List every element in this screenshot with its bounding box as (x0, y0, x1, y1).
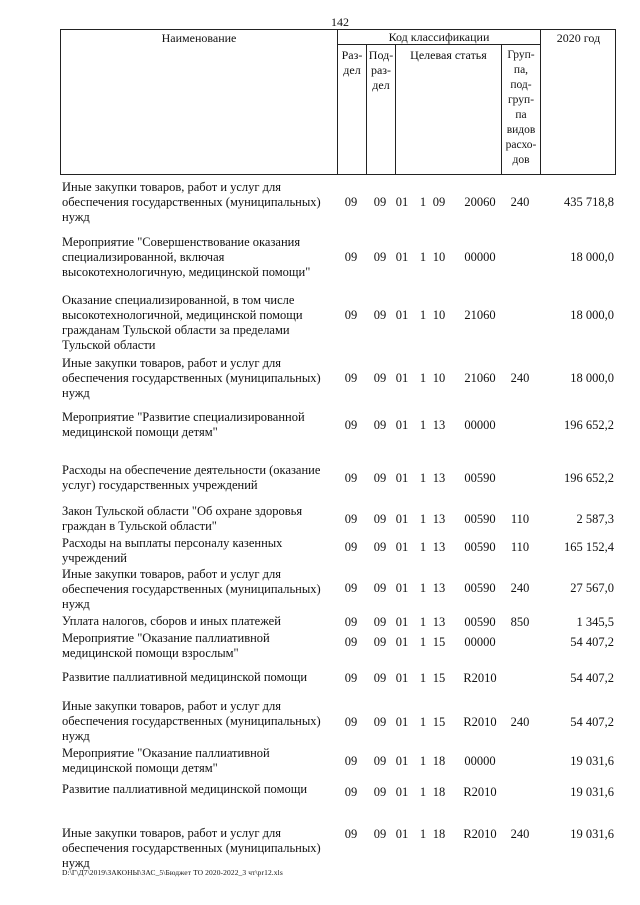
code-event: 13 (432, 418, 446, 432)
code-subprogram: 1 (419, 754, 427, 768)
code-section: 09 (344, 581, 358, 595)
code-program: 01 (395, 615, 409, 629)
code-event: 15 (432, 671, 446, 685)
code-program: 01 (395, 540, 409, 554)
code-direction: 20060 (464, 195, 496, 209)
row-name: Иные закупки товаров, работ и услуг для обеспечения государственных (муниципальных) нужд (62, 826, 321, 870)
code-direction: 00000 (464, 250, 496, 264)
row-name: Иные закупки товаров, работ и услуг для обеспечения государственных (муниципальных) нужд (62, 567, 321, 611)
code-expense-group: 240 (510, 195, 530, 209)
code-section: 09 (344, 308, 358, 322)
table-header (60, 29, 616, 175)
code-section: 09 (344, 471, 358, 485)
code-section: 09 (344, 540, 358, 554)
code-subprogram: 1 (419, 195, 427, 209)
code-program: 01 (395, 581, 409, 595)
code-subprogram: 1 (419, 471, 427, 485)
code-expense-group: 240 (510, 827, 530, 841)
code-event: 15 (432, 635, 446, 649)
code-program: 01 (395, 512, 409, 526)
row-name: Уплата налогов, сборов и иных платежей (62, 614, 281, 628)
row-name: Оказание специализированной, в том числе высокотехнологичной, медицинской помощи гражданам Тульской области за пределами Тульской области (62, 293, 303, 352)
amount-2020: 1 345,5 (576, 615, 614, 629)
code-direction: 00000 (464, 754, 496, 768)
code-direction: R2010 (463, 715, 497, 729)
code-program: 01 (395, 250, 409, 264)
code-direction: R2010 (463, 827, 497, 841)
amount-2020: 19 031,6 (570, 754, 614, 768)
code-program: 01 (395, 754, 409, 768)
code-direction: 00590 (464, 581, 496, 595)
row-name: Мероприятие "Оказание паллиативной медицинской помощи детям" (62, 746, 270, 775)
code-section: 09 (344, 754, 358, 768)
code-event: 18 (432, 827, 446, 841)
amount-2020: 19 031,6 (570, 785, 614, 799)
code-event: 13 (432, 581, 446, 595)
code-expense-group: 240 (510, 581, 530, 595)
amount-2020: 54 407,2 (570, 635, 614, 649)
row-name: Расходы на выплаты персоналу казенных учреждений (62, 536, 283, 565)
code-subprogram: 1 (419, 785, 427, 799)
code-subprogram: 1 (419, 308, 427, 322)
code-subprogram: 1 (419, 250, 427, 264)
code-direction: R2010 (463, 785, 497, 799)
code-subsection: 09 (373, 308, 387, 322)
code-direction: 00590 (464, 615, 496, 629)
code-program: 01 (395, 195, 409, 209)
code-program: 01 (395, 671, 409, 685)
code-subprogram: 1 (419, 512, 427, 526)
amount-2020: 54 407,2 (570, 715, 614, 729)
code-subsection: 09 (373, 250, 387, 264)
amount-2020: 435 718,8 (564, 195, 614, 209)
code-section: 09 (344, 195, 358, 209)
code-subprogram: 1 (419, 827, 427, 841)
code-section: 09 (344, 250, 358, 264)
amount-2020: 19 031,6 (570, 827, 614, 841)
header-subsection: Под- раз- дел (368, 48, 394, 92)
code-direction: 00000 (464, 418, 496, 432)
code-subsection: 09 (373, 635, 387, 649)
code-section: 09 (344, 615, 358, 629)
code-expense-group: 850 (510, 615, 530, 629)
footer-file-path: D:\Г\Д7\2019\ЗАКОНЫ\ЗАС_5\Бюджет ТО 2020-2022_3 чт\pr12.xls (62, 868, 283, 877)
code-direction: 21060 (464, 308, 496, 322)
header-section: Раз- дел (341, 48, 363, 77)
code-expense-group: 110 (510, 512, 530, 526)
code-program: 01 (395, 418, 409, 432)
code-event: 18 (432, 754, 446, 768)
amount-2020: 165 152,4 (564, 540, 614, 554)
code-subprogram: 1 (419, 371, 427, 385)
code-subsection: 09 (373, 785, 387, 799)
code-subsection: 09 (373, 471, 387, 485)
row-name: Закон Тульской области "Об охране здоровья граждан в Тульской области" (62, 504, 303, 533)
code-subsection: 09 (373, 371, 387, 385)
code-subsection: 09 (373, 754, 387, 768)
header-name: Наименование (161, 31, 237, 45)
code-section: 09 (344, 715, 358, 729)
amount-2020: 196 652,2 (564, 471, 614, 485)
code-subsection: 09 (373, 715, 387, 729)
code-direction: 00590 (464, 540, 496, 554)
code-event: 13 (432, 471, 446, 485)
header-target: Целевая статья (410, 48, 487, 62)
code-direction: 00000 (464, 635, 496, 649)
row-name: Иные закупки товаров, работ и услуг для обеспечения государственных (муниципальных) нужд (62, 699, 321, 743)
code-section: 09 (344, 512, 358, 526)
code-subprogram: 1 (419, 581, 427, 595)
code-event: 10 (432, 371, 446, 385)
code-section: 09 (344, 371, 358, 385)
code-event: 10 (432, 308, 446, 322)
code-program: 01 (395, 827, 409, 841)
code-subprogram: 1 (419, 615, 427, 629)
header-year: 2020 год (556, 31, 601, 45)
code-subsection: 09 (373, 827, 387, 841)
amount-2020: 18 000,0 (570, 308, 614, 322)
code-direction: R2010 (463, 671, 497, 685)
code-program: 01 (395, 785, 409, 799)
amount-2020: 18 000,0 (570, 250, 614, 264)
amount-2020: 27 567,0 (570, 581, 614, 595)
code-program: 01 (395, 371, 409, 385)
code-program: 01 (395, 471, 409, 485)
amount-2020: 196 652,2 (564, 418, 614, 432)
code-subsection: 09 (373, 418, 387, 432)
code-section: 09 (344, 785, 358, 799)
code-direction: 00590 (464, 471, 496, 485)
code-event: 13 (432, 512, 446, 526)
code-expense-group: 240 (510, 715, 530, 729)
header-code-group: Код классификации (388, 30, 490, 44)
code-section: 09 (344, 635, 358, 649)
row-name: Иные закупки товаров, работ и услуг для обеспечения государственных (муниципальных) нужд (62, 356, 321, 400)
code-expense-group: 110 (510, 540, 530, 554)
code-subsection: 09 (373, 615, 387, 629)
code-subsection: 09 (373, 195, 387, 209)
row-name: Мероприятие "Оказание паллиативной медицинской помощи взрослым" (62, 631, 270, 660)
code-program: 01 (395, 308, 409, 322)
code-expense-group: 240 (510, 371, 530, 385)
code-event: 10 (432, 250, 446, 264)
code-event: 15 (432, 715, 446, 729)
code-program: 01 (395, 715, 409, 729)
row-name: Развитие паллиативной медицинской помощи (62, 670, 308, 684)
row-name: Развитие паллиативной медицинской помощи (62, 782, 308, 796)
amount-2020: 2 587,3 (576, 512, 614, 526)
code-section: 09 (344, 671, 358, 685)
code-subsection: 09 (373, 512, 387, 526)
code-subprogram: 1 (419, 540, 427, 554)
code-event: 09 (432, 195, 446, 209)
amount-2020: 18 000,0 (570, 371, 614, 385)
code-subsection: 09 (373, 540, 387, 554)
code-direction: 21060 (464, 371, 496, 385)
code-subprogram: 1 (419, 671, 427, 685)
row-name: Иные закупки товаров, работ и услуг для обеспечения государственных (муниципальных) нужд (62, 180, 321, 224)
row-name: Расходы на обеспечение деятельности (оказание услуг) государственных учреждений (62, 463, 321, 492)
code-event: 18 (432, 785, 446, 799)
code-program: 01 (395, 635, 409, 649)
code-subsection: 09 (373, 671, 387, 685)
code-event: 13 (432, 615, 446, 629)
row-name: Мероприятие "Совершенствование оказания специализированной, включая высокотехнологичную, медицинской помощи" (62, 235, 311, 279)
code-direction: 00590 (464, 512, 496, 526)
code-subprogram: 1 (419, 715, 427, 729)
code-subsection: 09 (373, 581, 387, 595)
amount-2020: 54 407,2 (570, 671, 614, 685)
code-event: 13 (432, 540, 446, 554)
code-subprogram: 1 (419, 418, 427, 432)
header-expense-group: Груп- па, под- груп- па видов расхо- дов (505, 49, 537, 166)
row-name: Мероприятие "Развитие специализированной медицинской помощи детям" (62, 410, 305, 439)
code-section: 09 (344, 418, 358, 432)
code-section: 09 (344, 827, 358, 841)
page-number: 142 (331, 15, 349, 29)
code-subprogram: 1 (419, 635, 427, 649)
